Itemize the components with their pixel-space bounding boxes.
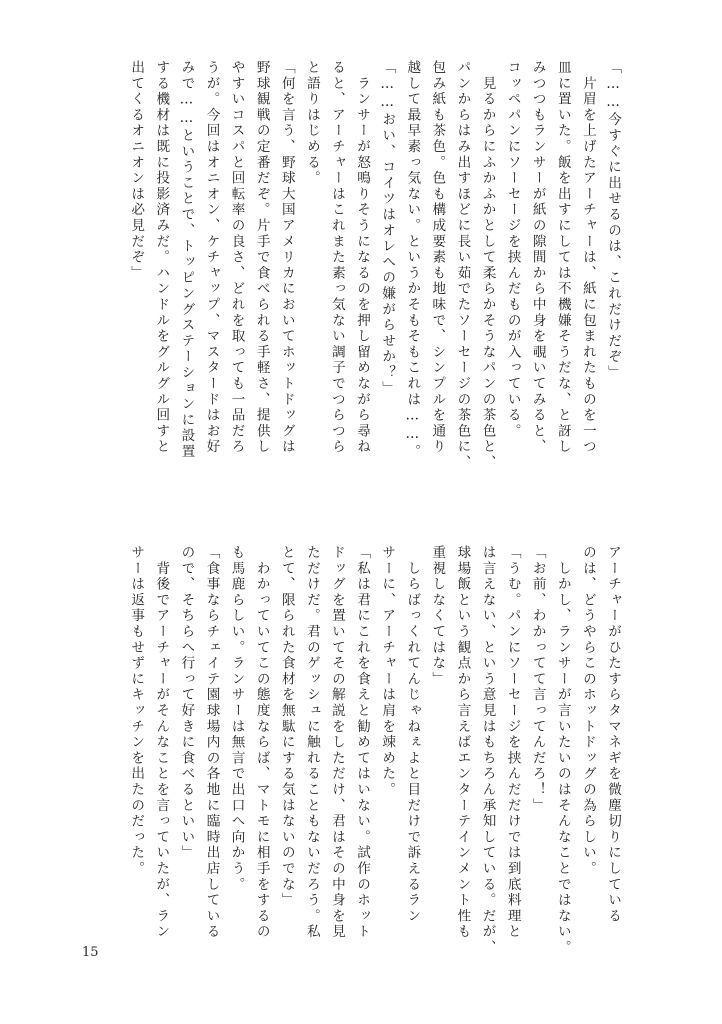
- text-line: 重視しなくてはな」: [429, 545, 446, 688]
- text-line: ドッグを置いてその解説をしただけ、君はその中身を見: [328, 545, 345, 940]
- text-line: みで……ということで、トッピングステーションに設置: [178, 60, 195, 460]
- text-line: 「うむ。パンにソーセージを挟んだだけでは到底料理と: [504, 545, 521, 940]
- text-line: 出てくるオニオンは必見だぞ」: [128, 60, 145, 282]
- text-line: 「何を言う、野球大国アメリカにおいてホットドッグは: [278, 60, 295, 455]
- text-line: サーは返事もせずにキッチンを出たのだった。: [128, 545, 145, 877]
- text-line: 野球観戦の定番だぞ。片手で食べられる手軽さ、提供し: [253, 60, 270, 455]
- text-line: アーチャーがひたすらタマネギを微塵切りにしている: [605, 545, 621, 925]
- text-line: しかし、ランサーが言いたいのはそんなことではない。: [554, 545, 571, 956]
- text-line: みつつもランサーが紙の隙間から中身を覗いてみると、: [529, 60, 546, 455]
- text-line: コッペパンにソーセージを挟んだものが入っている。: [504, 60, 521, 440]
- text-line: ただけだ。君のゲッシュに触れることもないだろう。私: [303, 545, 320, 940]
- text-line: も馬鹿らしい。ランサーは無言で出口へ向かう。: [228, 545, 245, 893]
- text-line: うが。今回はオニオン、ケチャップ、マスタードはお好: [203, 60, 220, 455]
- text-line: ので、そちらへ行って好きに食べるといい」: [178, 545, 195, 861]
- text-line: する機材は既に投影済みだ。ハンドルをグルグル回すと: [153, 60, 170, 455]
- text-line: サーに、アーチャーは肩を竦めた。: [379, 545, 396, 798]
- text-line: 背後でアーチャーがそんなことを言っていたが、ラン: [153, 545, 170, 940]
- text-line: 「……今すぐに出せるのは、これだけだぞ」: [605, 60, 621, 381]
- text-line: のは、どうやらこのホットドッグの為らしい。: [579, 545, 596, 877]
- text-line: しらばっくれてんじゃねぇよと目だけで訴えるラン: [404, 545, 421, 925]
- text-line: は言えない、という意見はもちろん承知している。だが、: [479, 545, 496, 956]
- upper-text-block: [90, 60, 625, 505]
- lower-text-block: [90, 545, 625, 956]
- text-line: 「お前、わかってて言ってんだろ！」: [529, 545, 546, 814]
- text-line: 越して最早素っ気ない。というかそもそもこれは……。: [404, 60, 421, 460]
- text-line: 包み紙も茶色。色も構成要素も地味で、シンプルを通り: [429, 60, 446, 455]
- text-line: 「食事ならチェイテ園球場内の各地に臨時出店している: [203, 545, 220, 940]
- text-line: ると、アーチャーはこれまた素っ気ない調子でつらつら: [328, 60, 345, 455]
- text-line: と語りはじめる。: [303, 60, 320, 187]
- text-line: ランサーが怒鳴りそうになるのを押し留めながら尋ね: [354, 60, 371, 455]
- page-number: 15: [82, 945, 99, 960]
- text-line: 見るからにふかふかとして柔らかそうなパンの茶色と、: [479, 60, 496, 471]
- text-line: 球場飯という観点から言えばエンターテインメント性も: [454, 545, 471, 940]
- text-line: 「私は君にこれを食えと勧めてはいない。試作のホット: [354, 545, 371, 940]
- text-line: とて、限られた食材を無駄にする気はないのでな」: [278, 545, 295, 909]
- text-line: わかっていてこの態度ならば、マトモに相手をするの: [253, 545, 270, 940]
- text-line: パンからはみ出すほどに長い茹でたソーセージの茶色に、: [454, 60, 471, 471]
- text-line: 片眉を上げたアーチャーは、紙に包まれたものを一つ: [579, 60, 596, 455]
- text-line: 皿に置いた。飯を出すにしては不機嫌そうだな、と訝し: [554, 60, 571, 455]
- text-line: やすいコスパと回転率の良さ、どれを取っても一品だろ: [228, 60, 245, 455]
- text-line: 「……おい、コイツはオレへの嫌がらせか？」: [379, 60, 396, 397]
